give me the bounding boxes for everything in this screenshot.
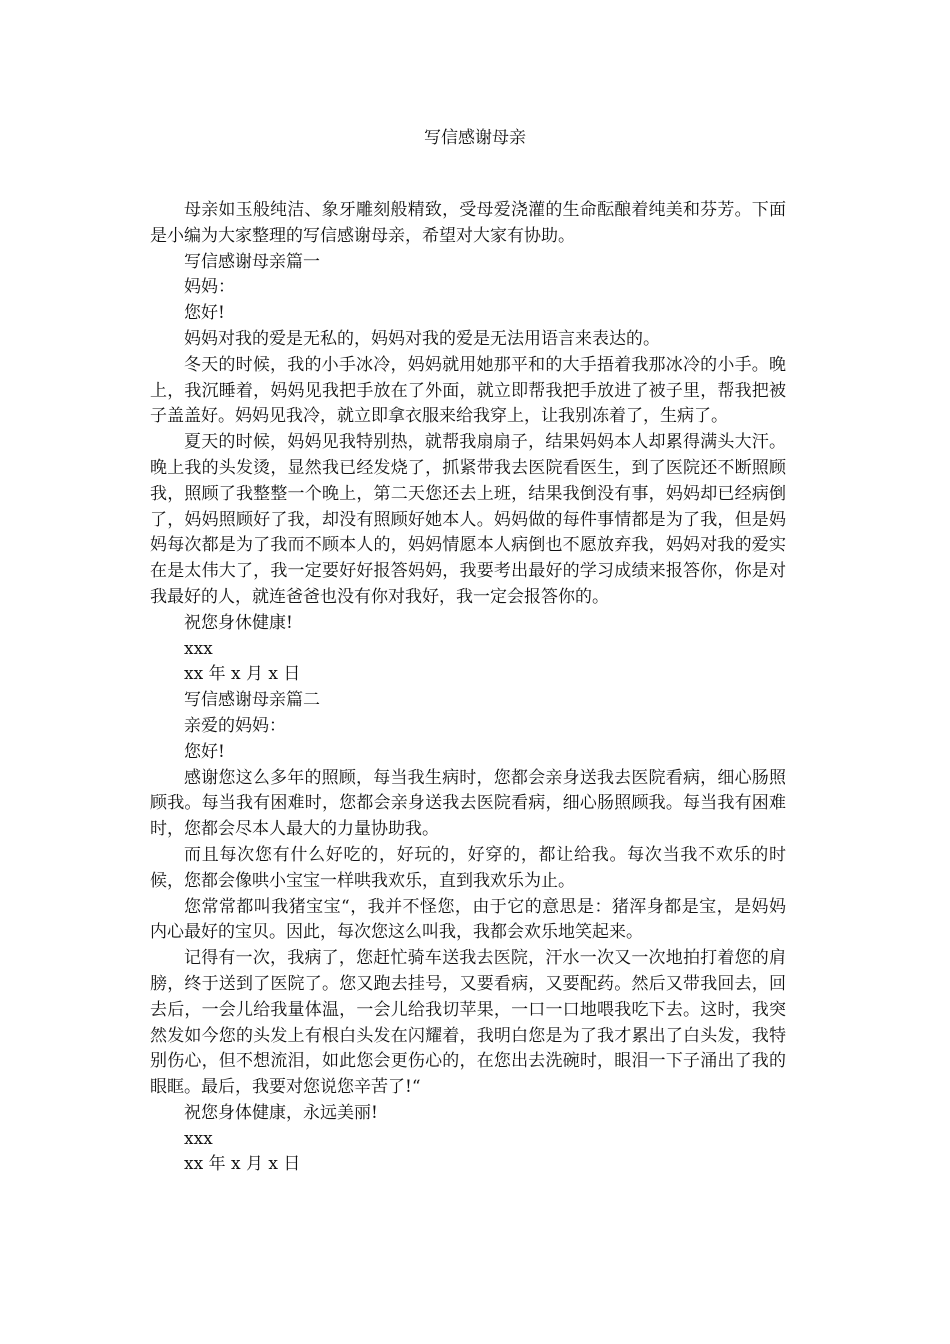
letter-greeting: 您好! [184,741,225,762]
paragraph: 而且每次您有什么好吃的，好玩的，好穿的，都让给我。每次当我不欢乐的时候，您都会像哄小宝宝一样哄我欢乐，直到我欢乐为止。 [150,844,786,891]
section-heading-1: 写信感谢母亲篇一 [184,251,320,272]
document-body [150,198,786,1178]
paragraph: 感谢您这么多年的照顾，每当我生病时，您都会亲身送我去医院看病，细心肠照顾我。每当我有困难时，您都会亲身送我去医院看病，细心肠照顾我。每当我有困难时，您都会尽本人最大的力量协助我。 [150,767,786,840]
paragraph: 您常常都叫我猪宝宝“，我并不怪您，由于它的意思是：猪浑身都是宝，是妈妈内心最好的宝贝。因此，每次您这么叫我，我都会欢乐地笑起来。 [150,896,786,943]
paragraph-intro: 母亲如玉般纯洁、象牙雕刻般精致，受母爱浇灌的生命酝酿着纯美和芬芳。下面是小编为大家整理的写信感谢母亲，希望对大家有协助。 [150,200,786,246]
letter-salutation: 亲爱的妈妈： [184,715,286,736]
letter-date: xx 年 x 月 x 日 [184,1154,301,1175]
letter-date: xx 年 x 月 x 日 [184,664,301,685]
document-title: 写信感谢母亲 [424,128,526,148]
letter-greeting: 您好! [184,303,225,324]
paragraph: 妈妈对我的爱是无私的，妈妈对我的爱是无法用语言来表达的。 [184,328,660,349]
letter-signature: xxx [184,1128,213,1149]
letter-closing: 祝您身体健康，永远美丽! [184,1102,378,1123]
paragraph: 冬天的时候，我的小手冰冷，妈妈就用她那平和的大手捂着我那冰冷的小手。晚上，我沉睡着，妈妈见我把手放在了外面，就立即帮我把手放进了被子里，帮我把被子盖盖好。妈妈见我冷，就立即拿衣服来给我穿上，让我别冻着了，生病了。 [150,354,786,427]
section-heading-2: 写信感谢母亲篇二 [184,690,320,711]
paragraph: 记得有一次，我病了，您赶忙骑车送我去医院，汗水一次又一次地拍打着您的肩膀，终于送到了医院了。您又跑去挂号，又要看病，又要配药。然后又带我回去，回去后，一会儿给我量体温，一会儿给我切苹果，一口一口地喂我吃下去。这时，我突然发如今您的头发上有根白头发在闪耀着，我明白您是为了我才累出了白头发，我特别伤心，但不想流泪，如此您会更伤心的，在您出去洗碗时，眼泪一下子涌出了我的眼眶。最后，我要对您说您辛苦了!“ [150,948,786,1098]
letter-signature: xxx [184,638,213,659]
paragraph: 夏天的时候，妈妈见我特别热，就帮我扇扇子，结果妈妈本人却累得满头大汗。晚上我的头发烫，显然我已经发烧了，抓紧带我去医院看医生，到了医院还不断照顾我，照顾了我整整一个晚上，第二天您还去上班，结果我倒没有事，妈妈却已经病倒了，妈妈照顾好了我，却没有照顾好她本人。妈妈做的每件事情都是为了我，但是妈妈每次都是为了我而不顾本人的，妈妈情愿本人病倒也不愿放弃我，妈妈对我的爱实在是太伟大了，我一定要好好报答妈妈，我要考出最好的学习成绩来报答你，你是对我最好的人，就连爸爸也没有你对我好，我一定会报答你的。 [150,432,786,607]
letter-salutation: 妈妈： [184,277,235,298]
letter-closing: 祝您身休健康! [184,612,293,633]
